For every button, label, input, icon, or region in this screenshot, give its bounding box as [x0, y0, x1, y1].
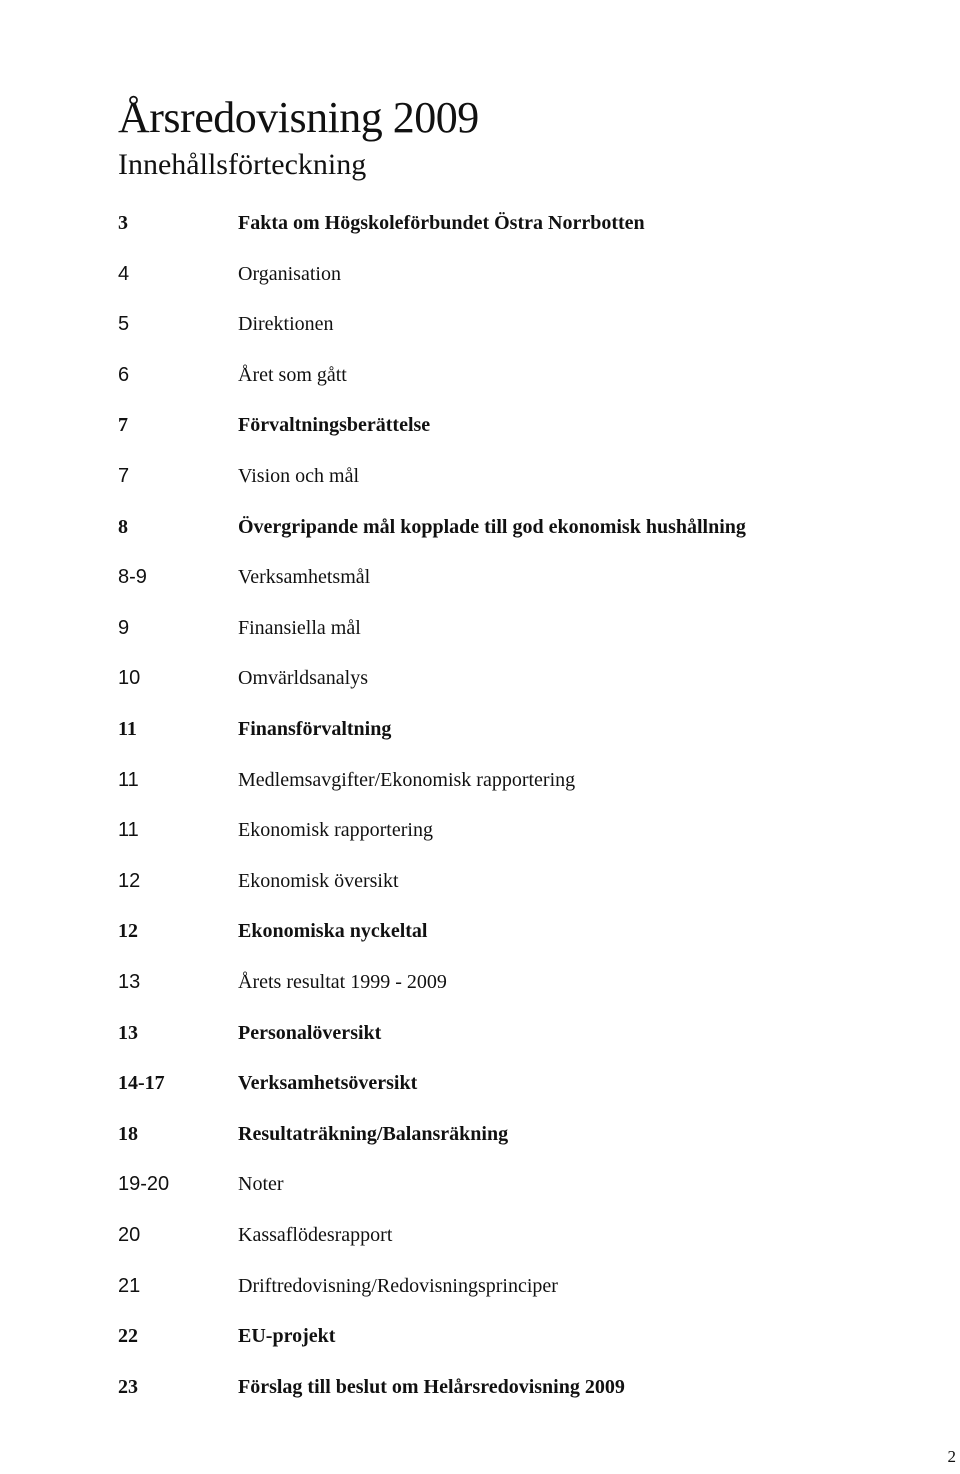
toc-entry: [0, 916, 960, 946]
toc-page-number: 6: [118, 364, 130, 386]
toc-entry: [0, 967, 960, 997]
toc-page-number: 13: [118, 971, 141, 993]
toc-entry: [0, 1169, 960, 1199]
page-subtitle: Innehållsförteckning: [118, 148, 367, 181]
toc-page-number: 7: [118, 414, 128, 436]
toc-entry-title: EU-projekt: [238, 1325, 336, 1347]
toc-entry-title: Ekonomisk rapportering: [238, 819, 433, 841]
toc-entry: [0, 309, 960, 339]
toc-page-number: 4: [118, 263, 130, 285]
toc-page-number: 20: [118, 1224, 141, 1246]
toc-page-number: 11: [118, 769, 139, 791]
toc-entry: [0, 259, 960, 289]
toc-entry: [0, 512, 960, 542]
toc-entry-title: Kassaflödesrapport: [238, 1224, 393, 1246]
toc-entry: [0, 461, 960, 491]
toc-page-number: 21: [118, 1275, 141, 1297]
toc-entry: [0, 1220, 960, 1250]
toc-entry-title: Vision och mål: [238, 465, 360, 487]
toc-entry-title: Förslag till beslut om Helårsredovisning 2009: [238, 1376, 625, 1398]
toc-page-number: 19-20: [118, 1173, 170, 1195]
toc-page-number: 14-17: [118, 1072, 165, 1094]
toc-page-number: 11: [118, 718, 137, 740]
toc-page-number: 5: [118, 313, 130, 335]
toc-page-number: 13: [118, 1022, 138, 1044]
toc-page-number: 3: [118, 212, 128, 234]
toc-entry-title: Direktionen: [238, 313, 334, 335]
toc-entry: [0, 1068, 960, 1098]
toc-page-number: 12: [118, 870, 141, 892]
toc-entry-title: Driftredovisning/Redovisningsprinciper: [238, 1275, 558, 1297]
toc-entry-title: Året som gått: [238, 364, 347, 386]
toc-entry-title: Förvaltningsberättelse: [238, 414, 431, 436]
toc-entry-title: Resultaträkning/Balansräkning: [238, 1123, 509, 1145]
toc-entry-title: Personalöversikt: [238, 1022, 382, 1044]
toc-page-number: 18: [118, 1123, 138, 1145]
toc-page-number: 9: [118, 617, 130, 639]
toc-entry-title: Övergripande mål kopplade till god ekonomisk hushållning: [238, 516, 746, 538]
toc-entry-title: Årets resultat 1999 - 2009: [238, 971, 447, 993]
toc-entry: [0, 360, 960, 390]
toc-entry: [0, 714, 960, 744]
toc-entry: [0, 410, 960, 440]
toc-entry-title: Noter: [238, 1173, 284, 1195]
toc-entry: [0, 1372, 960, 1402]
toc-page-number: 10: [118, 667, 141, 689]
toc-entry: [0, 613, 960, 643]
toc-entry: [0, 1321, 960, 1351]
toc-entry-title: Medlemsavgifter/Ekonomisk rapportering: [238, 769, 576, 791]
toc-entry: [0, 208, 960, 238]
toc-entry-title: Organisation: [238, 263, 341, 285]
toc-page-number: 11: [118, 819, 139, 841]
toc-entry-title: Verksamhetsöversikt: [238, 1072, 418, 1094]
page-title: Årsredovisning 2009: [118, 93, 479, 142]
toc-entry: [0, 866, 960, 896]
toc-entry: [0, 663, 960, 693]
toc-entry-title: Ekonomiska nyckeltal: [238, 920, 428, 942]
toc-entry-title: Finansiella mål: [238, 617, 361, 639]
toc-entry: [0, 815, 960, 845]
toc-entry: [0, 1271, 960, 1301]
toc-entry-title: Ekonomisk översikt: [238, 870, 399, 892]
toc-entry: [0, 1119, 960, 1149]
toc-entry-title: Fakta om Högskoleförbundet Östra Norrbotten: [238, 212, 645, 234]
toc-page-number: 8-9: [118, 566, 147, 588]
toc-entry-title: Verksamhetsmål: [238, 566, 371, 588]
toc-entry: [0, 562, 960, 592]
toc-page-number: 12: [118, 920, 138, 942]
toc-entry-title: Omvärldsanalys: [238, 667, 368, 689]
toc-entry-title: Finansförvaltning: [238, 718, 392, 740]
toc-page-number: 8: [118, 516, 128, 538]
toc-entry: [0, 1018, 960, 1048]
toc-page-number: 23: [118, 1376, 138, 1398]
toc-page-number: 22: [118, 1325, 138, 1347]
toc-page-number: 7: [118, 465, 130, 487]
toc-entry: [0, 765, 960, 795]
footer-page-number: 2: [947, 1447, 956, 1466]
